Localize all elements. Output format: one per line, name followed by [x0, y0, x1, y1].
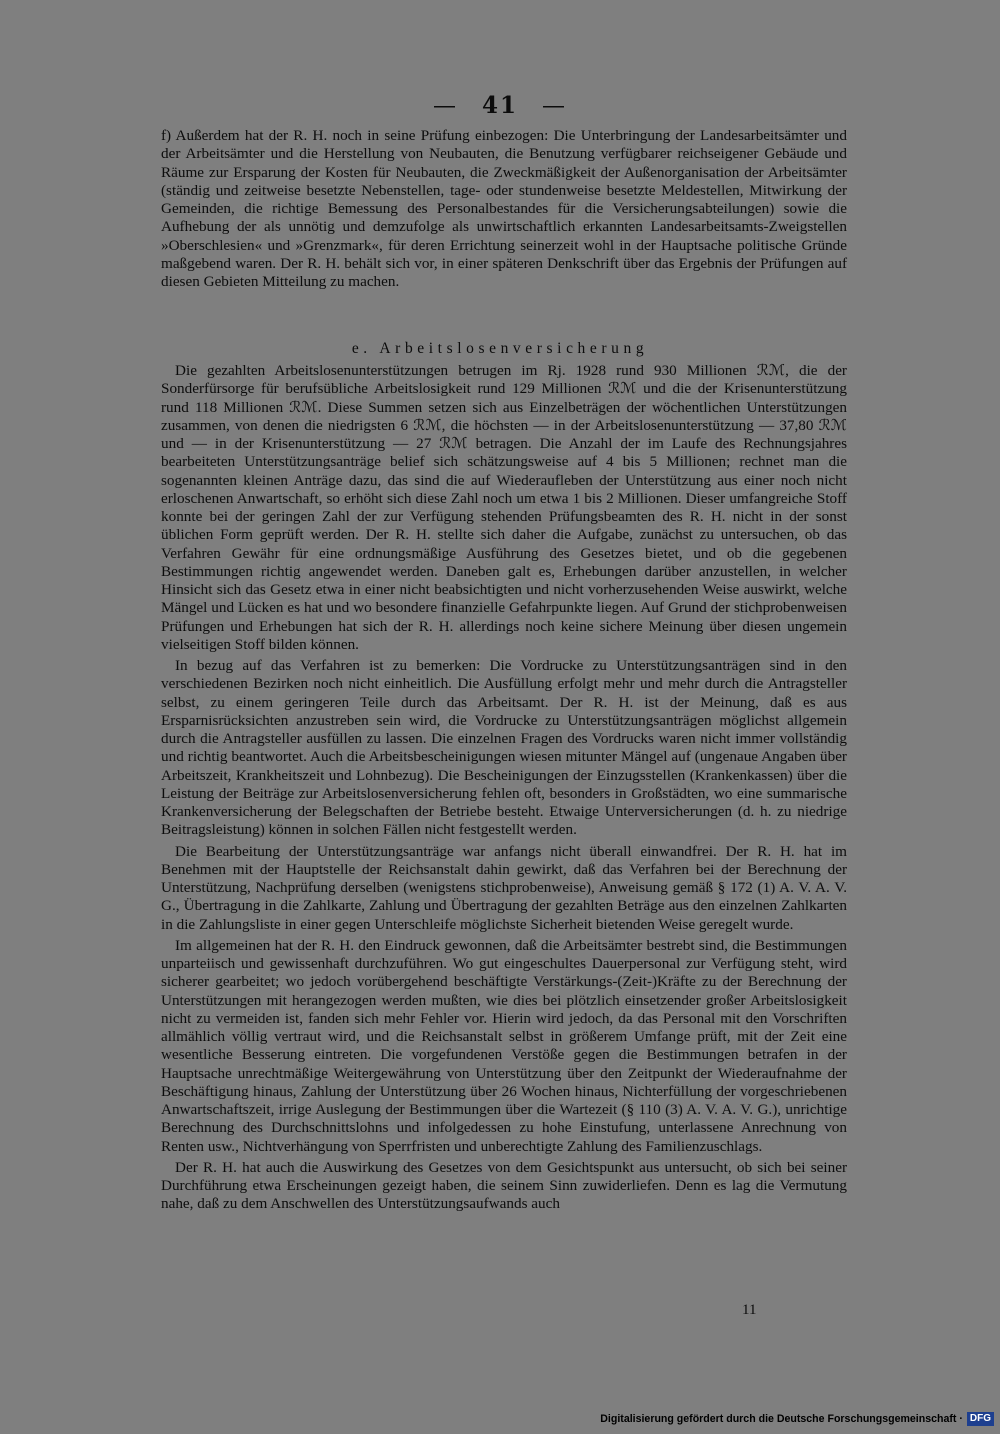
digitization-footer: [600, 1412, 994, 1426]
section-e-paragraph-2: In bezug auf das Verfahren ist zu bemerken: Die Vordrucke zu Unterstützungsanträgen sind in den verschiedenen Bezirken noch nicht einheitlich. Die Ausfüllung erfolgt mehr und mehr durch die Antragsteller selbst, zu einem geringeren Teile durch das Arbeitsamt. Der R. H. ist der Meinung, daß es aus Ersparnisrücksichten anzustreben sein wird, die Vordrucke zu Unterstützungsanträgen möglichst allgemein durch die Antragsteller ausfüllen zu lassen. Die einzelnen Fragen des Vordrucks waren nicht immer vollständig und richtig beantwortet. Auch die Arbeitsbescheinigungen wiesen mitunter Mängel auf (ungenaue Angaben über Arbeitszeit, Krankheitszeit und Lohnbezug). Die Bescheinigungen der Einzugsstellen (Krankenkassen) über die Leistung der Beiträge zur Arbeitslosenversicherung fehlen oft, besonders in Großstädten, wo eine summarische Krankenversicherung der Belegschaften der Betriebe besteht. Etwaige Unterversicherungen (d. h. zu niedrige Beitragsleistung) können in solchen Fällen nicht festgestellt werden.: [161, 657, 847, 839]
footer-credit-text: Digitalisierung gefördert durch die Deutsche Forschungsgemeinschaft ·: [600, 1413, 963, 1425]
page-number: 41: [481, 92, 518, 119]
section-e-paragraph-1: Die gezahlten Arbeitslosenunterstützungen betrugen im Rj. 1928 rund 930 Millionen ℛℳ, die der Sonderfürsorge für berufsübliche Arbeitslosigkeit rund 129 Millionen ℛℳ und die der Krisenunterstützung rund 118 Millionen ℛℳ. Diese Summen setzen sich aus Einzelbeträgen der wöchentlichen Unterstützungen zusammen, von denen die niedrigsten 6 ℛℳ, die höchsten — in der Arbeitslosenunterstützung — 37,80 ℛℳ und — in der Krisenunterstützung — 27 ℛℳ betragen. Die Anzahl der im Laufe des Rechnungsjahres bearbeiteten Unterstützungsanträge belief sich schätzungsweise auf 4 bis 5 Millionen; rechnet man die sogenannten kleinen Anträge dazu, das sind die auf Wiederaufleben der Unterstützung aus einer noch nicht erloschenen Anwartschaft, so erhöht sich diese Zahl noch um etwa 1 bis 2 Millionen. Dieser umfangreiche Stoff konnte bei der geringen Zahl der zur Verfügung stehenden Prüfungsbeamten des R. H. nicht in der sonst üblichen Form geprüft werden. Der R. H. stellte sich daher die Aufgabe, zunächst zu untersuchen, ob das Verfahren Gewähr für eine ordnungsmäßige Ausführung des Gesetzes bietet, und ob die gegebenen Bestimmungen richtig angewendet werden. Daneben galt es, Erhebungen darüber anzustellen, in welcher Hinsicht sich das Gesetz etwa in einer nicht beabsichtigten und nicht vorherzusehenden Weise auswirkt, welche Mängel und Lücken es hat und wo besondere finanzielle Gefahrpunkte liegen. Auf Grund der stichprobenweisen Prüfungen und Erhebungen hat sich der R. H. allerdings noch keine sichere Meinung über diesen ungemein vielseitigen Stoff bilden können.: [161, 362, 847, 653]
section-heading: e. Arbeitslosenversicherung: [351, 340, 649, 357]
section-e-paragraph-4: Im allgemeinen hat der R. H. den Eindruck gewonnen, daß die Arbeitsämter bestrebt sind, die Bestimmungen unparteiisch und gewissenhaft durchzuführen. Wo gut eingeschultes Dauerpersonal zur Verfügung steht, wird sicherer gearbeitet; wo jedoch vorübergehend beschäftigte Verstärkungs-(Zeit-)Kräfte zu der Berechnung der Unterstützungen mit herangezogen werden mußten, wie dies bei plötzlich einsetzender großer Arbeitslosigkeit nicht zu vermeiden ist, fanden sich mehr Fehler vor. Hierin wird jedoch, da das Personal mit den Vorschriften allmählich völlig vertraut wird, und die Reichsanstalt selbst in größerem Umfange prüft, mit der Zeit eine wesentliche Besserung eintreten. Die vorgefundenen Verstöße gegen die Bestimmungen betrafen in der Hauptsache unrechtmäßige Weitergewährung von Unterstützung über den Zeitpunkt der Wiederaufnahme der Beschäftigung hinaus, Zahlung der Unterstützung über 26 Wochen hinaus, Nichterfüllung der vorgeschriebenen Anwartschaftszeit, irrige Auslegung der Bestimmungen über die Wartezeit (§ 110 (3) A. V. A. V. G.), unrichtige Berechnung des Durchschnittslohns und infolgedessen zu hohe Einstufung, unterlassene Anrechnung von Renten usw., Nichtverhängung von Sperrfristen und unberechtigte Zahlung des Familienzuschlags.: [161, 936, 847, 1155]
header-dash-right: —: [542, 93, 568, 119]
section-f-text: f) Außerdem hat der R. H. noch in seine Prüfung einbezogen: Die Unterbringung der Landesarbeitsämter und der Arbeitsämter und die Herstellung von Neubauten, die Benutzung verfügbarer reichseigener Gebäude und Räume zur Ersparung der Kosten für Neubauten, die Zweckmäßigkeit der Außenorganisation der Arbeitsämter (ständig und zeitweise besetzte Nebenstellen, tage- oder stundenweise besetzte Meldestellen, Mitwirkung der Gemeinden, die richtige Bemessung des Personalbestandes für die Versicherungsabteilungen) sowie die Aufhebung der als unnötig und demzufolge als unwirtschaftlich erkannten Landesarbeitsamts-Zweigstellen »Oberschlesien« und »Grenzmark«, für deren Errichtung seinerzeit wohl in der Hauptsache politische Gründe maßgebend waren. Der R. H. behält sich vor, in einer späteren Denkschrift über das Ergebnis der Prüfungen auf diesen Gebieten Mitteilung zu machen.: [161, 127, 847, 290]
section-e-paragraph-3: Die Bearbeitung der Unterstützungsanträge war anfangs nicht überall einwandfrei. Der R. H. hat im Benehmen mit der Hauptstelle der Reichsanstalt dahin gewirkt, daß das Verfahren bei der Berechnung der Unterstützung, Nachprüfung derselben (wenigstens stichprobenweise), Anweisung gemäß § 172 (1) A. V. A. V. G., Übertragung in die Zahlkarte, Zahlung und Übertragung der gezahlten Beträge aus den einzelnen Zahlkarten in die Zahlungsliste in einer gegen Unterschleife möglichste Sicherheit bietenden Weise geregelt wurde.: [161, 842, 847, 933]
header-dash-left: —: [432, 93, 458, 119]
dfg-logo-icon: DFG: [967, 1412, 994, 1426]
section-f-paragraph: [161, 127, 847, 291]
sheet-signature-number: 11: [742, 1302, 757, 1318]
page-header: [0, 92, 1000, 119]
section-e-paragraph-5: Der R. H. hat auch die Auswirkung des Gesetzes von dem Gesichtspunkt aus untersucht, ob sich bei seiner Durchführung etwa Erscheinungen gezeigt haben, die seinem Sinn zuwiderliefen. Denn es lag die Vermutung nahe, daß zu dem Anschwellen des Unterstützungsaufwands auch: [161, 1158, 847, 1213]
section-e-body: [161, 362, 847, 1214]
